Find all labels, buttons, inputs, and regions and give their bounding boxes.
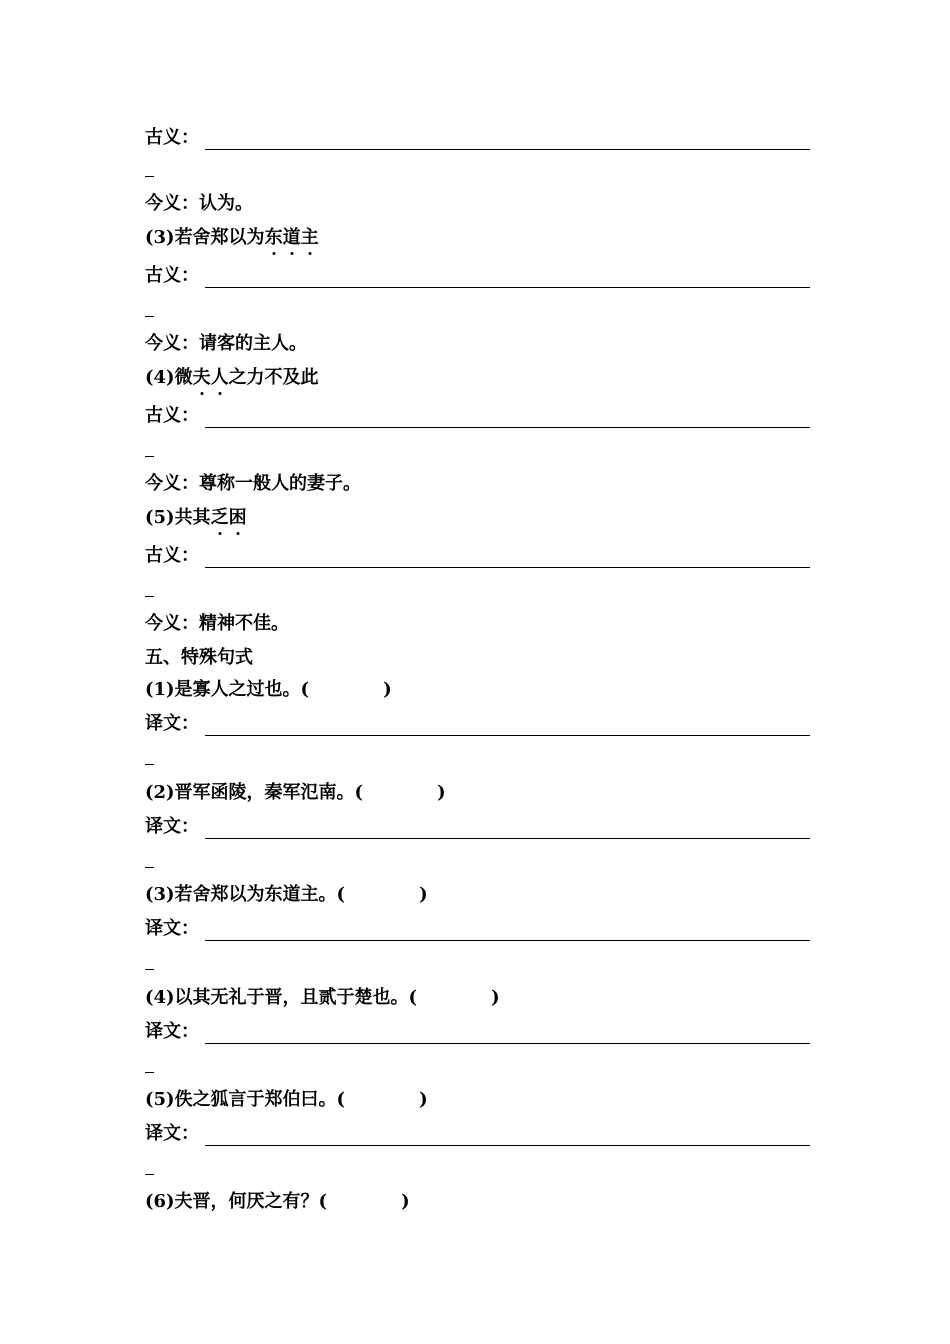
gu-label: 古义： — [145, 405, 199, 426]
jin-label: 今义： — [145, 193, 199, 214]
gu-answer-line-5[interactable] — [145, 544, 810, 568]
translation-line-1[interactable] — [145, 712, 810, 736]
dotted-char: 乏 — [210, 507, 229, 528]
sentence-item-3 — [145, 883, 428, 907]
jin-text: 认为。 — [199, 193, 253, 214]
paren-close: ) — [401, 1191, 410, 1212]
sentence-item-2 — [145, 781, 446, 805]
dotted-char: 困 — [228, 507, 247, 528]
item-number: (5) — [145, 507, 175, 528]
jin-line-2 — [145, 192, 253, 216]
sentence-text: (6)夫晋，何厌之有？( — [145, 1191, 328, 1212]
translation-line-3[interactable] — [145, 917, 810, 941]
section-heading: 五、特殊句式 — [145, 647, 253, 668]
yi-label: 译文： — [145, 1021, 199, 1042]
translation-line-5[interactable] — [145, 1122, 810, 1146]
jin-line-3 — [145, 332, 307, 356]
item-text: 若舍郑以为 — [174, 227, 265, 248]
dotted-char: 东 — [264, 227, 283, 248]
dotted-char: 主 — [300, 227, 319, 248]
line-continuation-dash — [145, 456, 154, 457]
jin-label: 今义： — [145, 613, 199, 634]
sentence-item-6 — [145, 1190, 410, 1214]
gu-answer-line-2[interactable] — [145, 126, 810, 150]
jin-line-4 — [145, 472, 361, 496]
jin-text: 精神不佳。 — [199, 613, 289, 634]
item-text: 微 — [174, 367, 193, 388]
line-continuation-dash — [145, 867, 154, 868]
vocab-item-3 — [145, 226, 319, 250]
gu-label: 古义： — [145, 545, 199, 566]
paren-close: ) — [419, 884, 428, 905]
line-continuation-dash — [145, 969, 154, 970]
dotted-char: 人 — [210, 367, 229, 388]
sentence-text: (5)佚之狐言于郑伯曰。( — [145, 1089, 346, 1110]
line-continuation-dash — [145, 1072, 154, 1073]
paren-close: ) — [491, 987, 500, 1008]
sentence-text: (2)晋军函陵，秦军氾南。( — [145, 782, 364, 803]
sentence-text: (1)是寡人之过也。( — [145, 679, 310, 700]
jin-label: 今义： — [145, 333, 199, 354]
jin-line-5 — [145, 612, 289, 636]
gu-answer-line-4[interactable] — [145, 404, 810, 428]
item-text: 共其 — [174, 507, 211, 528]
dotted-char: 道 — [282, 227, 301, 248]
paren-close: ) — [437, 782, 446, 803]
yi-label: 译文： — [145, 713, 199, 734]
answer-rule — [205, 567, 810, 568]
paren-close: ) — [383, 679, 392, 700]
line-continuation-dash — [145, 1174, 154, 1175]
translation-line-2[interactable] — [145, 815, 810, 839]
line-continuation-dash — [145, 316, 154, 317]
vocab-item-4 — [145, 366, 319, 390]
answer-rule — [205, 1145, 810, 1146]
paren-close: ) — [419, 1089, 428, 1110]
gu-label: 古义： — [145, 127, 199, 148]
answer-rule — [205, 149, 810, 150]
sentence-item-1 — [145, 678, 392, 702]
gu-label: 古义： — [145, 265, 199, 286]
dotted-char: 夫 — [192, 367, 211, 388]
translation-line-4[interactable] — [145, 1020, 810, 1044]
answer-rule — [205, 940, 810, 941]
yi-label: 译文： — [145, 918, 199, 939]
item-number: (4) — [145, 367, 175, 388]
jin-label: 今义： — [145, 473, 199, 494]
sentence-text: (4)以其无礼于晋，且贰于楚也。( — [145, 987, 418, 1008]
answer-rule — [205, 838, 810, 839]
sentence-text: (3)若舍郑以为东道主。( — [145, 884, 346, 905]
vocab-item-5 — [145, 506, 247, 530]
yi-label: 译文： — [145, 816, 199, 837]
sentence-item-5 — [145, 1088, 428, 1112]
line-continuation-dash — [145, 764, 154, 765]
answer-rule — [205, 1043, 810, 1044]
answer-rule — [205, 735, 810, 736]
line-continuation-dash — [145, 176, 154, 177]
line-continuation-dash — [145, 596, 154, 597]
answer-rule — [205, 427, 810, 428]
item-text: 之力不及此 — [228, 367, 319, 388]
answer-rule — [205, 287, 810, 288]
gu-answer-line-3[interactable] — [145, 264, 810, 288]
jin-text: 尊称一般人的妻子。 — [199, 473, 361, 494]
sentence-item-4 — [145, 986, 500, 1010]
yi-label: 译文： — [145, 1123, 199, 1144]
jin-text: 请客的主人。 — [199, 333, 307, 354]
item-number: (3) — [145, 227, 175, 248]
